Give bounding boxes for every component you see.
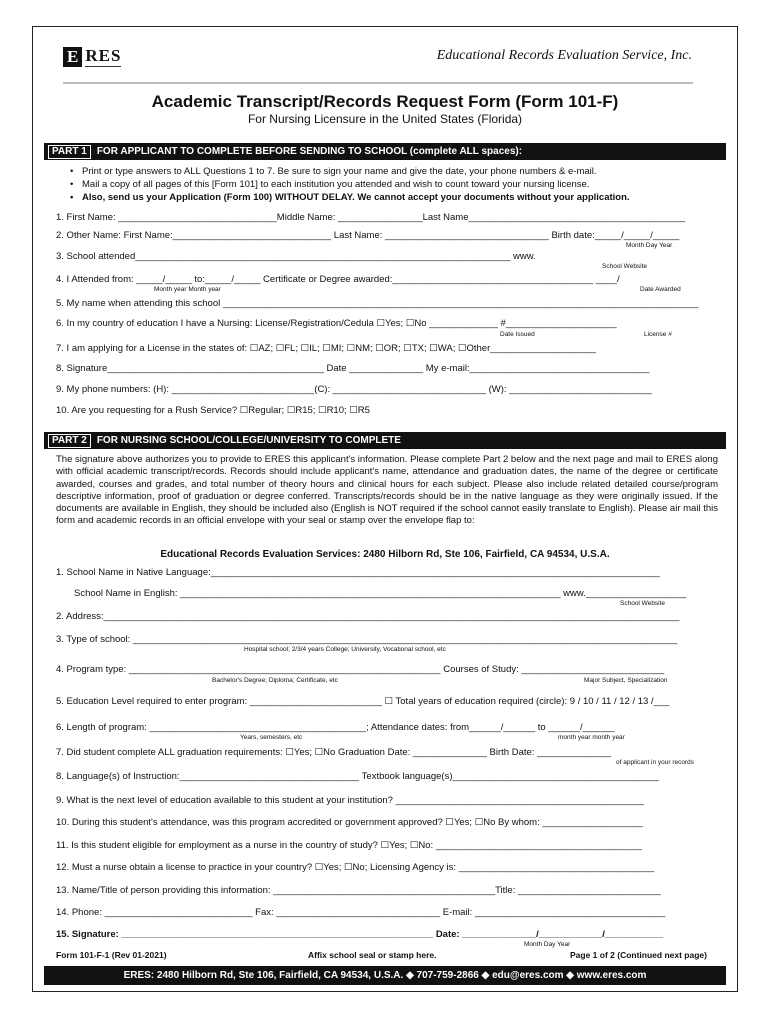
s8-languages[interactable]: 8. Language(s) of Instruction:__________________________________ Textbook language(s)_______________________________________ [56, 771, 659, 782]
part2-tag: PART 2 [48, 434, 91, 448]
s4-courses-hint: Major Subject, Specialization [584, 677, 668, 684]
s4-program-type[interactable]: 4. Program type: ___________________________________________________________ Courses of Study: ___________________________ [56, 664, 665, 675]
logo-text: RES [85, 46, 122, 65]
s9-next-level[interactable]: 9. What is the next level of education available to this student at your institution? _______________________________________________ [56, 795, 644, 806]
s15-date-hint: Month Day Year [524, 941, 571, 948]
form-title: Academic Transcript/Records Request Form (Form 101-F) [151, 92, 619, 111]
s10-accreditation[interactable]: 10. During this student's attendance, was this program accredited or government approved? ☐Yes; ☐No By whom: ___________________ [56, 817, 643, 828]
q4-attendance[interactable]: 4. I Attended from: _____/_____ to:_____/_____ Certificate or Degree awarded:______________________________________ ____/ [56, 274, 620, 285]
s12-licensing[interactable]: 12. Must a nurse obtain a license to practice in your country? ☐Yes; ☐No; Licensing Agency is: _____________________________________ [56, 862, 655, 873]
q2-date-hint: Month Day Year [626, 242, 673, 249]
page-number: Page 1 of 2 (Continued next page) [570, 950, 707, 960]
q1-name-fields[interactable]: 1. First Name: ______________________________Middle Name: ________________Last Name_________________________________________ [56, 212, 686, 223]
q4-date-hint: Month year Month year [154, 286, 221, 293]
s15-signature[interactable]: 15. Signature: ___________________________________________________________ Date: ______________/____________/___________ [56, 929, 663, 940]
q8-signature-fields[interactable]: 8. Signature_________________________________________ Date ______________ My e-mail:__________________________________ [56, 363, 650, 374]
s5-education-level[interactable]: 5. Education Level required to enter program: _________________________ ☐ Total years of education required (circle): 9 / 10 / 11 / 12 / 13 /___ [56, 696, 670, 707]
s7-birth-hint: of applicant in your records [616, 759, 695, 766]
footer-contact: ERES: 2480 Hilborn Rd, Ste 106, Fairfield, CA 94534, U.S.A. ◆ 707-759-2866 ◆ edu@eres.com ◆ www.eres.com [44, 966, 726, 985]
part1-header [44, 143, 726, 160]
q5-name-at-school[interactable]: 5. My name when attending this school __________________________________________________________________________________________ [56, 298, 699, 309]
s6-program-length[interactable]: 6. Length of program: _________________________________________; Attendance dates: from______/______ to ______/______ [56, 722, 615, 733]
q3-website-hint: School Website [602, 263, 648, 270]
mailing-address: Educational Records Evaluation Services: 2480 Hilborn Rd, Ste 106, Fairfield, CA 94534, U.S.A. [160, 549, 610, 560]
instruction-1: • Print or type answers to ALL Questions 1 to 7. Be sure to sign your name and give the date, your phone numbers & e-mail. [82, 166, 597, 177]
q9-phone-fields[interactable]: 9. My phone numbers: (H): ___________________________(C): _____________________________ (W): ___________________________ [56, 384, 652, 395]
form-id: Form 101-F-1 (Rev 01-2021) [56, 950, 167, 960]
s11-employment-eligibility[interactable]: 11. Is this student eligible for employment as a nurse in the country of study? ☐Yes; ☐No: _______________________________________ [56, 840, 642, 851]
s6-dates-hint: month year month year [558, 734, 625, 741]
part1-heading: FOR APPLICANT TO COMPLETE BEFORE SENDING TO SCHOOL (complete ALL spaces): [96, 146, 523, 157]
q6-license-question[interactable]: 6. In my country of education I have a Nursing: License/Registration/Cedula ☐Yes; ☐No _____________ #_____________________ [56, 318, 617, 329]
s14-contact-fields[interactable]: 14. Phone: ____________________________ Fax: _______________________________ E-mail: ____________________________________ [56, 907, 666, 918]
s13-provider-name[interactable]: 13. Name/Title of person providing this information: __________________________________________Title: ___________________________ [56, 885, 661, 896]
q10-rush-service[interactable]: 10. Are you requesting for a Rush Service? ☐Regular; ☐R15; ☐R10; ☐R5 [56, 405, 370, 416]
s2-address[interactable]: 2. Address:_____________________________________________________________________________________________________________ [56, 611, 680, 622]
part1-tag: PART 1 [48, 145, 91, 159]
q6-issued-hint: Date Issued [500, 331, 535, 338]
s3-school-type[interactable]: 3. Type of school: _______________________________________________________________________________________________________ [56, 634, 678, 645]
instruction-3: • Also, send us your Application (Form 100) WITHOUT DELAY. We cannot accept your documents without your application. [82, 192, 630, 203]
q2-other-name-fields[interactable]: 2. Other Name: First Name:______________________________ Last Name: _______________________________ Birth date:_____/_____/_____ [56, 230, 680, 241]
s1-native-name[interactable]: 1. School Name in Native Language:_____________________________________________________________________________________ [56, 567, 660, 578]
s4-program-hint: Bachelor's Degree; Diploma; Certificate, etc [212, 677, 338, 684]
s1-website-hint: School Website [620, 600, 666, 607]
s3-type-hint: Hospital school; 2/3/4 years College; University, Vocational school, etc [244, 646, 446, 653]
s7-graduation[interactable]: 7. Did student complete ALL graduation requirements: ☐Yes; ☐No Graduation Date: ______________ Birth Date: ______________ [56, 747, 612, 758]
q7-states-checkboxes[interactable]: 7. I am applying for a License in the states of: ☐AZ; ☐FL; ☐IL; ☐MI; ☐NM; ☐OR; ☐TX; ☐WA; ☐Other____________________ [56, 343, 596, 354]
q4-awarded-hint: Date Awarded [640, 286, 681, 293]
s1-english-name[interactable]: School Name in English: ________________________________________________________________________ www.___________________ [74, 588, 687, 599]
header-divider [63, 82, 693, 84]
part2-instructions: The signature above authorizes you to provide to ERES this applicant's information. Please complete Part 2 below and the next page and mail to ERES along with official academic transcript/records. Records should include applicant's name, attendance and graduation dates, the name of the degree or certificate awarded, courses and grades, and total number of theory hours and clinical hours for each subject. Please also include related detailed course/program descriptive information, proof of graduation or degree conferred. Transcripts/records should be in the native language as they were originally issued. If the documents are available in English, they should be included also (English is NOT required if the school cannot easily translate to English). Please air mail this form and academic records in an official envelope with your seal or stamp over the envelope flap to: [56, 454, 718, 527]
seal-note: Affix school seal or stamp here. [308, 950, 437, 960]
part2-heading: FOR NURSING SCHOOL/COLLEGE/UNIVERSITY TO COMPLETE [96, 435, 401, 446]
s6-length-hint: Years, semesters, etc [240, 734, 303, 741]
eres-logo [63, 46, 121, 67]
q6-license-hint: License # [644, 331, 672, 338]
form-subtitle: For Nursing Licensure in the United States (Florida) [247, 112, 523, 126]
q3-school-attended[interactable]: 3. School attended_______________________________________________________________________ www. [56, 251, 536, 262]
instruction-2: • Mail a copy of all pages of this [Form 101] to each institution you attended and wish to count toward your nursing license. [82, 179, 589, 190]
part2-header [44, 432, 726, 449]
logo-letter: E [63, 47, 82, 67]
organization-name: Educational Records Evaluation Service, Inc. [436, 48, 692, 63]
